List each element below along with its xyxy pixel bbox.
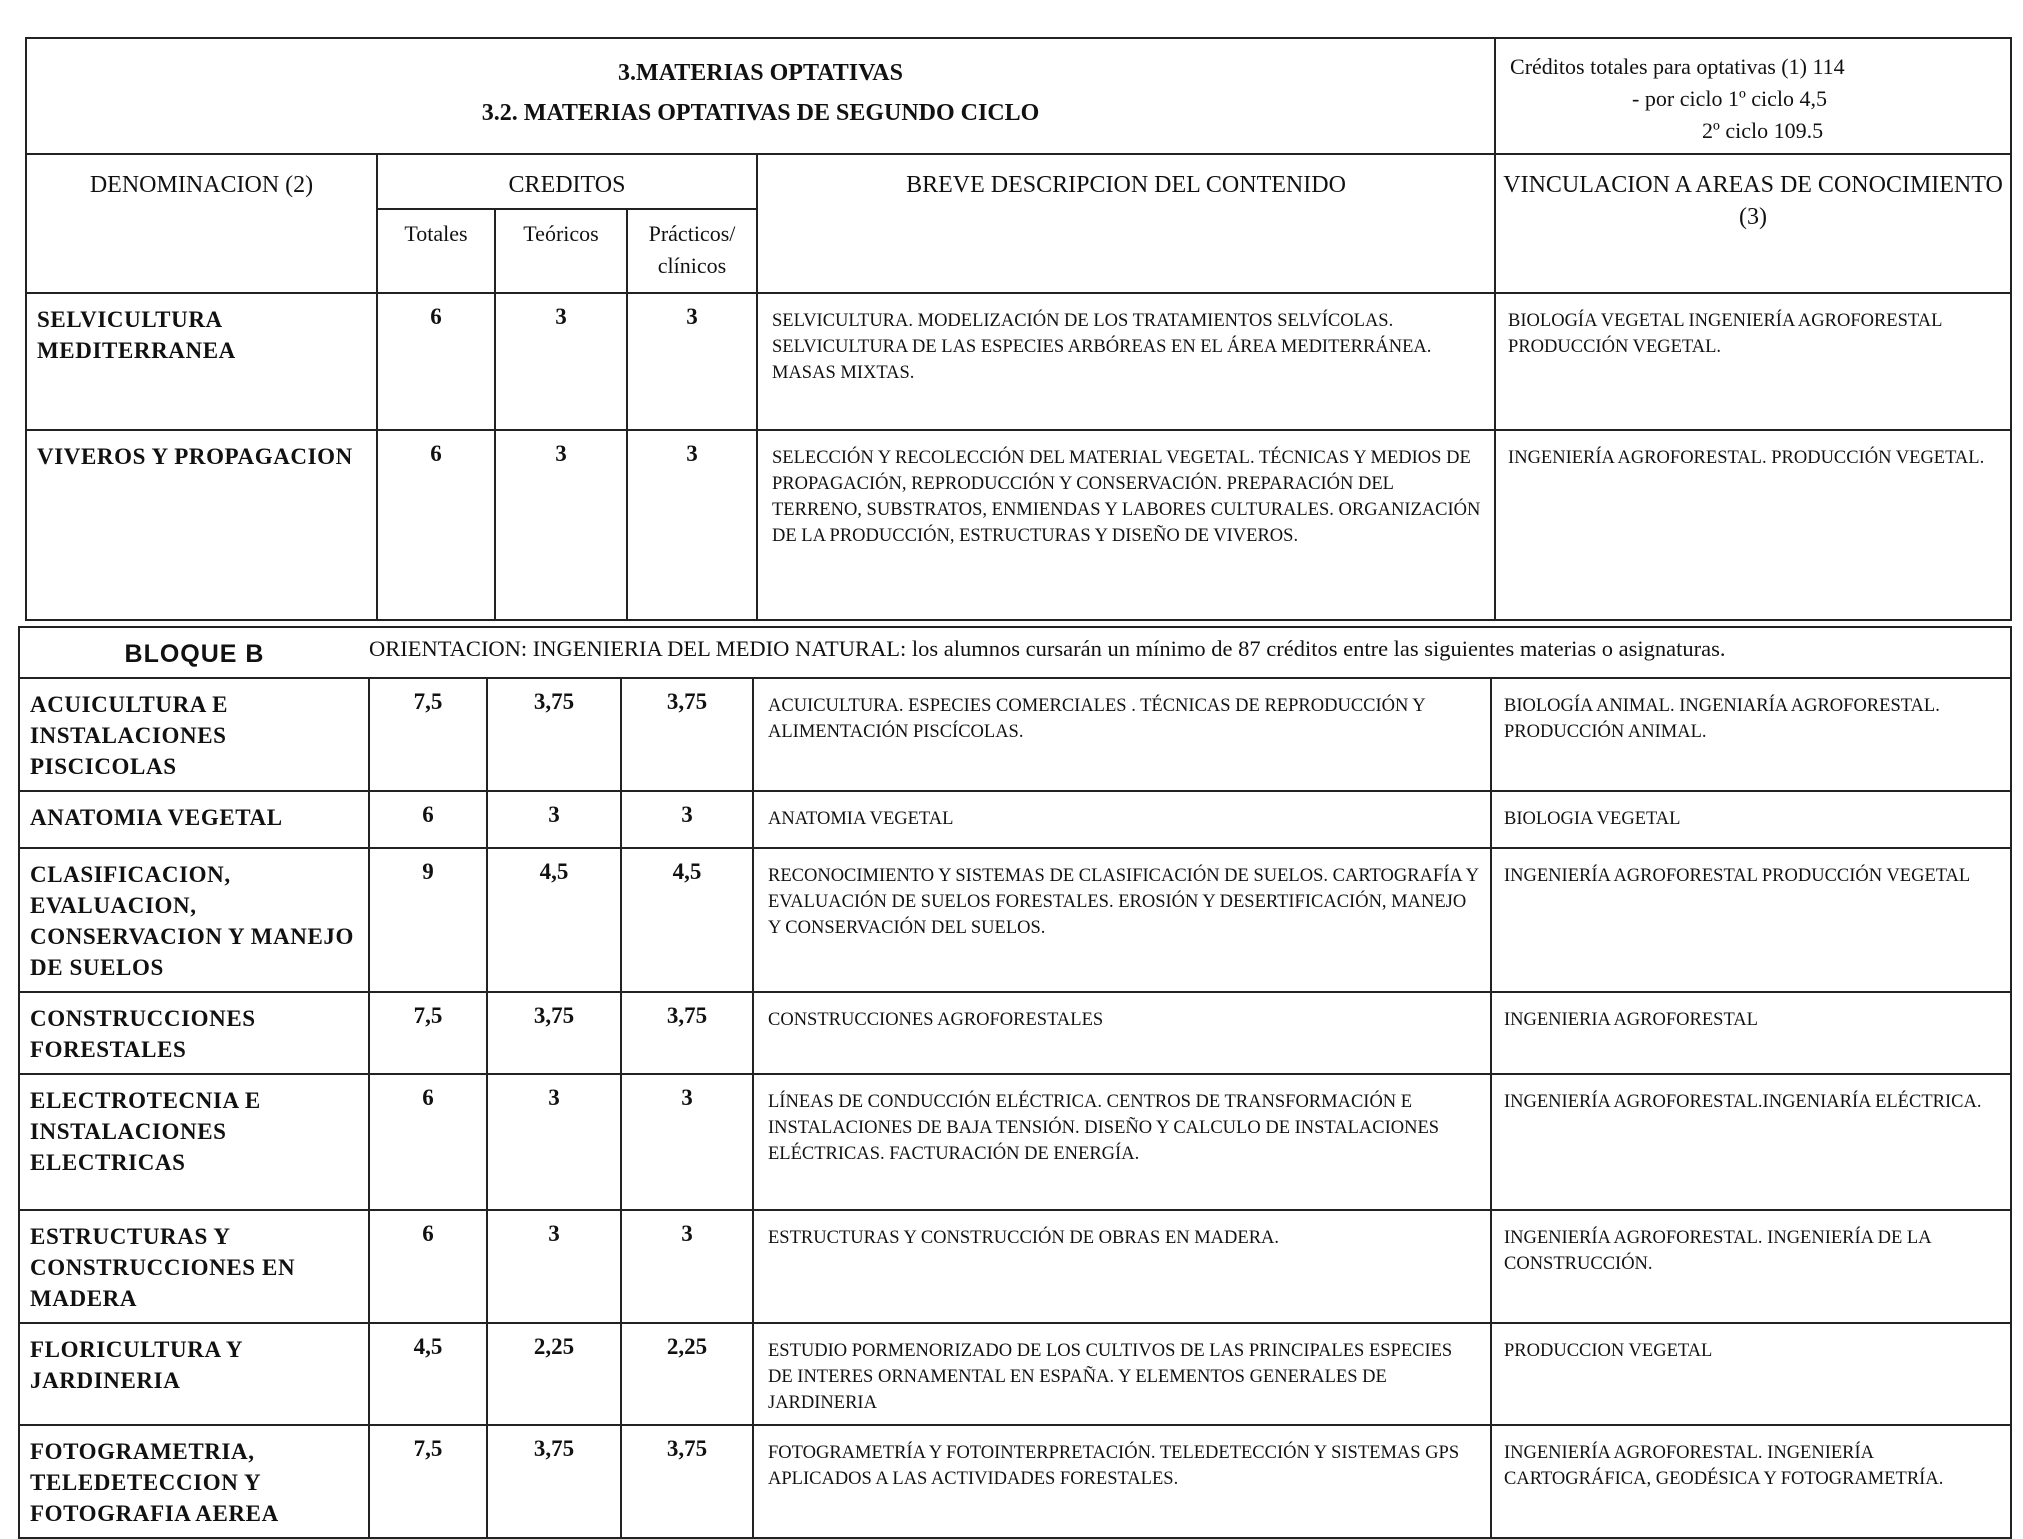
credits-practicos: 3,75 <box>621 1425 753 1538</box>
credits-teoricos: 3 <box>495 430 627 620</box>
subject-description: LÍNEAS DE CONDUCCIÓN ELÉCTRICA. CENTROS DE TRANSFORMACIÓN E INSTALACIONES DE BAJA TENSIÓN. DISEÑO Y CALCULO DE INSTALACIONES ELÉCTRICAS. FACTURACIÓN DE ENERGÍA. <box>753 1074 1491 1210</box>
subject-description: ESTUDIO PORMENORIZADO DE LOS CULTIVOS DE LAS PRINCIPALES ESPECIES DE INTERES ORNAMENTAL EN ESPAÑA. Y ELEMENTOS GENERALES DE JARDINERIA <box>753 1323 1491 1425</box>
materias-table-bloque-b <box>18 626 2012 1539</box>
credits-cycle-1: - por ciclo 1º ciclo 4,5 <box>1632 86 1828 111</box>
header-vinculacion: VINCULACION A AREAS DE CONOCIMIENTO (3) <box>1495 154 2011 293</box>
table-row <box>26 293 2011 430</box>
subject-name: ESTRUCTURAS Y CONSTRUCCIONES EN MADERA <box>19 1210 369 1323</box>
table-row <box>19 678 2011 791</box>
subject-name: CLASIFICACION, EVALUACION, CONSERVACION Y MANEJO DE SUELOS <box>19 848 369 992</box>
subject-description: FOTOGRAMETRÍA Y FOTOINTERPRETACIÓN. TELEDETECCIÓN Y SISTEMAS GPS APLICADOS A LAS ACTIVIDADES FORESTALES. <box>753 1425 1491 1538</box>
column-header-row <box>26 154 2011 209</box>
knowledge-area: BIOLOGÍA ANIMAL. INGENIARÍA AGROFORESTAL. PRODUCCIÓN ANIMAL. <box>1491 678 2011 791</box>
credits-teoricos: 3 <box>487 1210 621 1323</box>
credits-teoricos: 3 <box>487 791 621 848</box>
credits-practicos: 3,75 <box>621 678 753 791</box>
credits-teoricos: 2,25 <box>487 1323 621 1425</box>
table-row <box>19 791 2011 848</box>
subject-name: FLORICULTURA Y JARDINERIA <box>19 1323 369 1425</box>
header-practicos: Prácticos/ clínicos <box>627 209 757 293</box>
credits-totales: 6 <box>377 293 495 430</box>
header-teoricos: Teóricos <box>495 209 627 293</box>
credits-practicos: 3 <box>621 1074 753 1210</box>
subject-description: ACUICULTURA. ESPECIES COMERCIALES . TÉCNICAS DE REPRODUCCIÓN Y ALIMENTACIÓN PISCÍCOLAS. <box>753 678 1491 791</box>
credits-practicos: 3,75 <box>621 992 753 1074</box>
credits-practicos: 3 <box>627 293 757 430</box>
credits-practicos: 4,5 <box>621 848 753 992</box>
credits-totales: 7,5 <box>369 1425 487 1538</box>
subject-name: SELVICULTURA MEDITERRANEA <box>26 293 377 430</box>
table-row <box>19 1210 2011 1323</box>
title-line-1: 3.MATERIAS OPTATIVAS <box>618 60 903 86</box>
credits-totales: 4,5 <box>369 1323 487 1425</box>
credits-teoricos: 3,75 <box>487 678 621 791</box>
credits-teoricos: 3,75 <box>487 992 621 1074</box>
credits-totales: 6 <box>369 1074 487 1210</box>
knowledge-area: INGENIERÍA AGROFORESTAL. INGENIERÍA DE LA CONSTRUCCIÓN. <box>1491 1210 2011 1323</box>
credits-totales: 6 <box>369 791 487 848</box>
credits-totales: 9 <box>369 848 487 992</box>
header-totales: Totales <box>377 209 495 293</box>
knowledge-area: INGENIERIA AGROFORESTAL <box>1491 992 2011 1074</box>
header-denominacion: DENOMINACION (2) <box>26 154 377 293</box>
bloque-b-row <box>19 627 2011 678</box>
credits-practicos: 3 <box>627 430 757 620</box>
subject-description: SELVICULTURA. MODELIZACIÓN DE LOS TRATAMIENTOS SELVÍCOLAS. SELVICULTURA DE LAS ESPECIES ARBÓREAS EN EL ÁREA MEDITERRÁNEA. MASAS MIXTAS. <box>757 293 1495 430</box>
credits-practicos: 3 <box>621 791 753 848</box>
bloque-label: BLOQUE B <box>19 627 369 678</box>
knowledge-area: BIOLOGÍA VEGETAL INGENIERÍA AGROFORESTAL PRODUCCIÓN VEGETAL. <box>1495 293 2011 430</box>
table-row <box>19 992 2011 1074</box>
credits-practicos: 3 <box>621 1210 753 1323</box>
subject-description: ESTRUCTURAS Y CONSTRUCCIÓN DE OBRAS EN MADERA. <box>753 1210 1491 1323</box>
title-row <box>26 38 2011 154</box>
credits-teoricos: 3 <box>487 1074 621 1210</box>
subject-name: CONSTRUCCIONES FORESTALES <box>19 992 369 1074</box>
table-row <box>19 1425 2011 1538</box>
subject-description: SELECCIÓN Y RECOLECCIÓN DEL MATERIAL VEGETAL. TÉCNICAS Y MEDIOS DE PROPAGACIÓN, REPRODUCCIÓN Y CONSERVACIÓN. PREPARACIÓN DEL TERRENO, SUBSTRATOS, ENMIENDAS Y LABORES CULTURALES. ORGANIZACIÓN DE LA PRODUCCIÓN, ESTRUCTURAS Y DISEÑO DE VIVEROS. <box>757 430 1495 620</box>
subject-description: ANATOMIA VEGETAL <box>753 791 1491 848</box>
credits-summary <box>1495 38 2011 154</box>
title-line-2: 3.2. MATERIAS OPTATIVAS DE SEGUNDO CICLO <box>481 100 1040 126</box>
section-title <box>26 38 1495 154</box>
subject-description: RECONOCIMIENTO Y SISTEMAS DE CLASIFICACIÓN DE SUELOS. CARTOGRAFÍA Y EVALUACIÓN DE SUELOS FORESTALES. EROSIÓN Y DESERTIFICACIÓN, MANEJO Y CONSERVACIÓN DEL SUELOS. <box>753 848 1491 992</box>
subject-name: ACUICULTURA E INSTALACIONES PISCICOLAS <box>19 678 369 791</box>
subject-name: ELECTROTECNIA E INSTALACIONES ELECTRICAS <box>19 1074 369 1210</box>
knowledge-area: BIOLOGIA VEGETAL <box>1491 791 2011 848</box>
table-row <box>26 430 2011 620</box>
credits-practicos: 2,25 <box>621 1323 753 1425</box>
subject-name: VIVEROS Y PROPAGACION <box>26 430 377 620</box>
knowledge-area: PRODUCCION VEGETAL <box>1491 1323 2011 1425</box>
credits-teoricos: 4,5 <box>487 848 621 992</box>
table-row <box>19 1074 2011 1210</box>
header-descripcion: BREVE DESCRIPCION DEL CONTENIDO <box>757 154 1495 293</box>
credits-teoricos: 3,75 <box>487 1425 621 1538</box>
header-creditos: CREDITOS <box>377 154 757 209</box>
subject-description: CONSTRUCCIONES AGROFORESTALES <box>753 992 1491 1074</box>
table-row <box>19 848 2011 992</box>
table-row <box>19 1323 2011 1425</box>
credits-totales: 7,5 <box>369 992 487 1074</box>
materias-table-top <box>25 37 2012 621</box>
credits-teoricos: 3 <box>495 293 627 430</box>
credits-totales: 7,5 <box>369 678 487 791</box>
bloque-orientation: ORIENTACION: INGENIERIA DEL MEDIO NATURAL: los alumnos cursarán un mínimo de 87 créditos entre las siguientes materias o asignaturas. <box>369 627 2011 678</box>
subject-name: ANATOMIA VEGETAL <box>19 791 369 848</box>
credits-total: Créditos totales para optativas (1) 114 <box>1510 54 1845 79</box>
credits-totales: 6 <box>377 430 495 620</box>
knowledge-area: INGENIERÍA AGROFORESTAL. INGENIERÍA CARTOGRÁFICA, GEODÉSICA Y FOTOGRAMETRÍA. <box>1491 1425 2011 1538</box>
knowledge-area: INGENIERÍA AGROFORESTAL. PRODUCCIÓN VEGETAL. <box>1495 430 2011 620</box>
knowledge-area: INGENIERÍA AGROFORESTAL PRODUCCIÓN VEGETAL <box>1491 848 2011 992</box>
credits-totales: 6 <box>369 1210 487 1323</box>
knowledge-area: INGENIERÍA AGROFORESTAL.INGENIARÍA ELÉCTRICA. <box>1491 1074 2011 1210</box>
subject-name: FOTOGRAMETRIA, TELEDETECCION Y FOTOGRAFIA AEREA <box>19 1425 369 1538</box>
credits-cycle-2: 2º ciclo 109.5 <box>1702 118 1824 143</box>
